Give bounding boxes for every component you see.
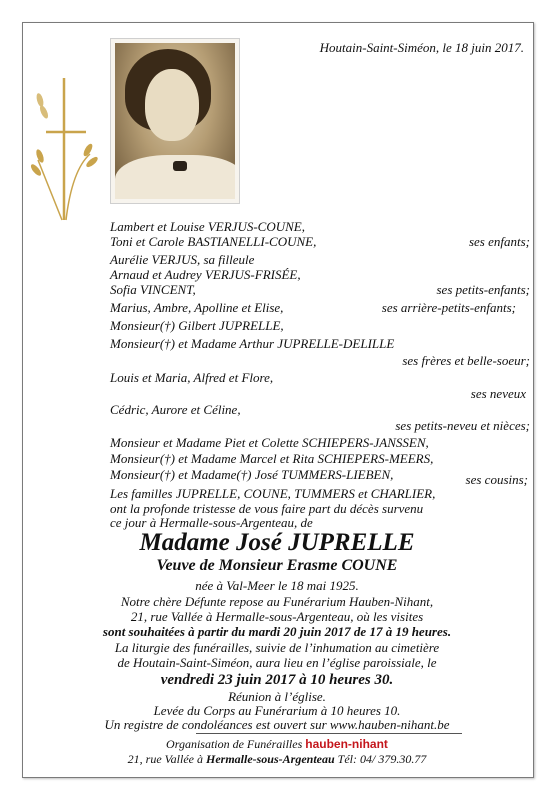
family-line-11: Monsieur et Madame Piet et Colette SCHIEPERS-JANSSEN, bbox=[110, 435, 429, 450]
family-line-7: Monsieur(†) Gilbert JUPRELLE, bbox=[110, 318, 284, 333]
family-role-cousins: ses cousins; bbox=[465, 472, 528, 487]
family-line-9: Louis et Maria, Alfred et Flore, bbox=[110, 370, 274, 385]
family-line-12: Monsieur(†) et Madame Marcel et Rita SCHIEPERS-MEERS, bbox=[110, 451, 434, 466]
family-role-grandnephews: ses petits-neveu et nièces; bbox=[395, 418, 530, 433]
family-role-nephews: ses neveux bbox=[470, 386, 526, 401]
family-line-4: Arnaud et Audrey VERJUS-FRISÉE, bbox=[110, 267, 301, 282]
family-line-2: Toni et Carole BASTIANELLI-COUNE, bbox=[110, 234, 317, 249]
cross-wheat-emblem-icon bbox=[26, 70, 100, 230]
deceased-widow-of: Veuve de Monsieur Erasme COUNE bbox=[156, 557, 398, 574]
deceased-birth: née à Val-Meer le 18 mai 1925. bbox=[195, 578, 359, 593]
date-line: Houtain-Saint-Siméon, le 18 juin 2017. bbox=[319, 40, 524, 55]
family-line-3: Aurélie VERJUS, sa filleule bbox=[110, 252, 255, 267]
family-line-14: Les familles JUPRELLE, COUNE, TUMMERS et CHARLIER, bbox=[110, 486, 436, 501]
family-role-grandchildren: ses petits-enfants; bbox=[436, 282, 530, 297]
detail-levee: Levée du Corps au Funérarium à 10 heures 10. bbox=[153, 703, 401, 718]
detail-line-2: 21, rue Vallée à Hermalle-sous-Argenteau, où les visites bbox=[130, 609, 424, 624]
footer-divider bbox=[196, 733, 462, 734]
family-role-siblings: ses frères et belle-soeur; bbox=[402, 353, 530, 368]
family-line-8: Monsieur(†) et Madame Arthur JUPRELLE-DELILLE bbox=[110, 336, 395, 351]
family-line-5: Sofia VINCENT, bbox=[110, 282, 196, 297]
footer-address-town: Hermalle-sous-Argenteau bbox=[205, 752, 335, 766]
detail-line-1: Notre chère Défunte repose au Funérarium Hauben-Nihant, bbox=[120, 594, 434, 609]
detail-meeting: Réunion à l’église. bbox=[228, 689, 326, 704]
family-line-15: ont la profonde tristesse de vous faire part du décès survenu bbox=[110, 501, 424, 516]
portrait-photo bbox=[110, 38, 240, 204]
footer-address bbox=[22, 752, 532, 767]
family-line-1: Lambert et Louise VERJUS-COUNE, bbox=[110, 219, 305, 234]
footer-org-prefix: Organisation de Funérailles bbox=[166, 737, 303, 751]
detail-line-4: La liturgie des funérailles, suivie de l’inhumation au cimetière bbox=[114, 640, 440, 655]
family-line-10: Cédric, Aurore et Céline, bbox=[110, 402, 241, 417]
footer-brand-logo: hauben-nihant bbox=[305, 737, 388, 751]
detail-funeral-date: vendredi 23 juin 2017 à 10 heures 30. bbox=[160, 672, 394, 688]
family-line-16: ce jour à Hermalle-sous-Argenteau, de bbox=[110, 515, 313, 530]
detail-line-5: de Houtain-Saint-Siméon, aura lieu en l’église paroissiale, le bbox=[117, 655, 437, 670]
footer-phone: Tél: 04/ 379.30.77 bbox=[337, 752, 427, 766]
deceased-name: Madame José JUPRELLE bbox=[139, 529, 415, 556]
footer-organisation bbox=[22, 737, 532, 752]
family-role-great-grandchildren: ses arrière-petits-enfants; bbox=[381, 300, 516, 315]
portrait-image bbox=[115, 43, 235, 199]
detail-visit-hours: sont souhaitées à partir du mardi 20 juin 2017 de 17 à 19 heures. bbox=[102, 624, 452, 639]
family-line-13: Monsieur(†) et Madame(†) José TUMMERS-LIEBEN, bbox=[110, 467, 394, 482]
family-role-children: ses enfants; bbox=[468, 234, 530, 249]
family-line-6: Marius, Ambre, Apolline et Elise, bbox=[110, 300, 284, 315]
detail-condolences: Un registre de condoléances est ouvert sur www.hauben-nihant.be bbox=[104, 717, 450, 732]
footer-address-prefix: 21, rue Vallée à bbox=[127, 752, 203, 766]
